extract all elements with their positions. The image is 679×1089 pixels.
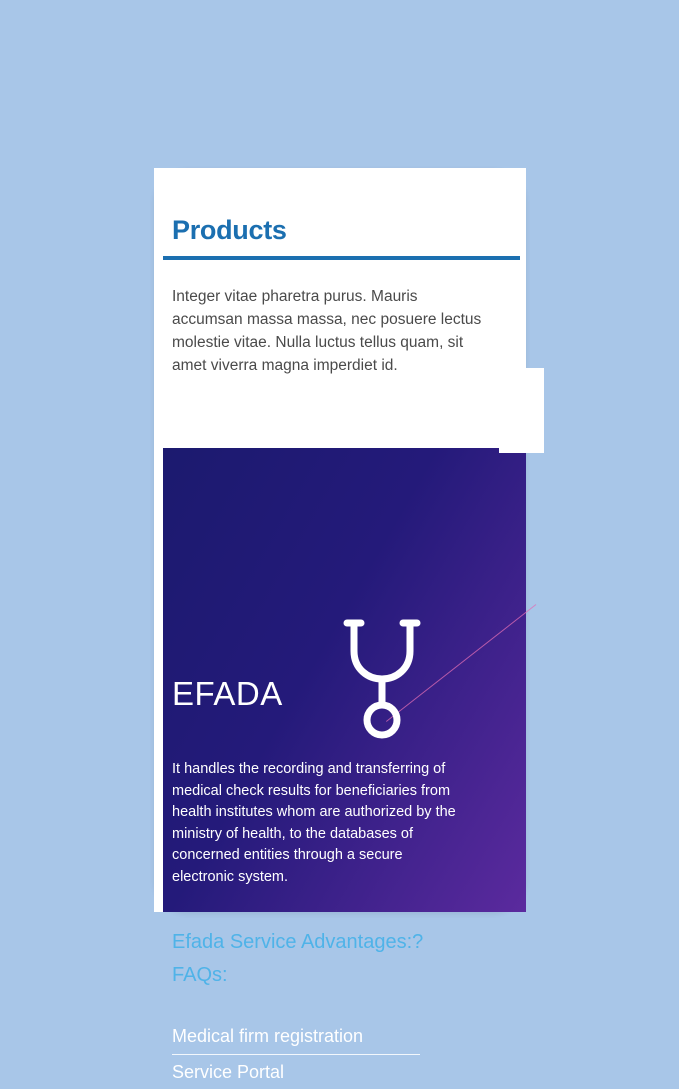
header-card — [154, 168, 526, 448]
link-efada-service-advantages[interactable]: Efada Service Advantages:? — [172, 931, 424, 953]
stethoscope-icon — [342, 617, 428, 743]
product-brand: EFADA — [172, 675, 283, 712]
intro-paragraph: Integer vitae pharetra purus. Mauris accumsan massa massa, nec posuere lectus molestie vitae. Nulla luctus tellus quam, sit amet viverra magna imperdiet id. — [172, 288, 482, 374]
phone-mockup — [154, 168, 526, 1082]
link-service-portal[interactable]: Service Portal — [172, 1062, 285, 1082]
product-description: It handles the recording and transferring of medical check results for beneficiaries from health institutes whom are authorized by the ministry of health, to the databases of concerned entities through a secure electronic system. — [172, 761, 456, 885]
side-tab-notch — [499, 368, 544, 453]
left-white-strip — [154, 429, 163, 912]
page-title: Products — [172, 215, 287, 245]
link-faqs[interactable]: FAQs: — [172, 964, 228, 986]
title-underline — [163, 256, 520, 260]
footer-divider — [172, 1054, 420, 1055]
link-medical-firm-registration[interactable]: Medical firm registration — [172, 1026, 364, 1046]
product-panel — [154, 429, 526, 1082]
